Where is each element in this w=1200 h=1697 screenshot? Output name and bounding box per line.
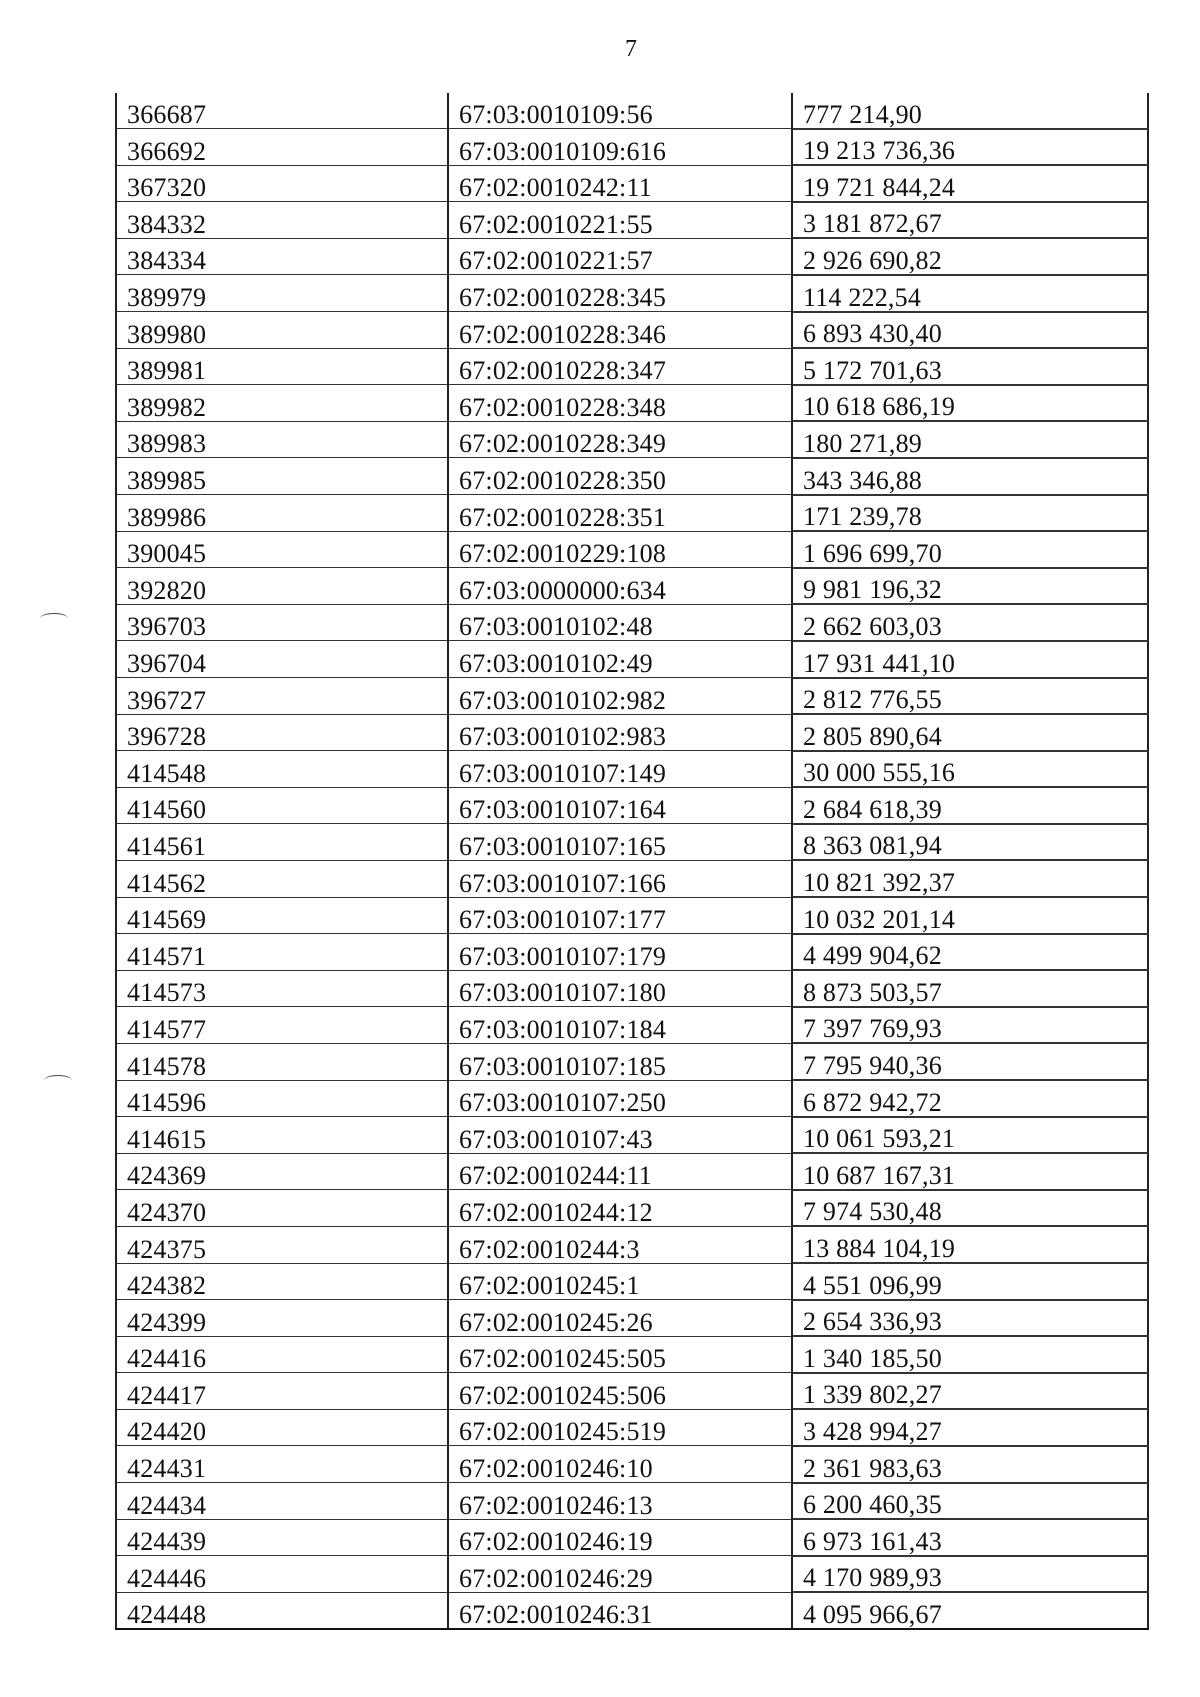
table-row xyxy=(116,1483,1148,1520)
table-row xyxy=(116,860,1148,897)
registry-number-cell: 414569 xyxy=(116,897,448,934)
table-row xyxy=(116,1592,1148,1629)
cadastral-value-cell: 6 893 430,40 xyxy=(792,312,1148,349)
cadastral-number-cell: 67:03:0010107:184 xyxy=(448,1007,792,1044)
table-row xyxy=(116,421,1148,458)
registry-number-cell: 424370 xyxy=(116,1190,448,1227)
registry-number-cell: 396728 xyxy=(116,714,448,751)
registry-number-cell: 396727 xyxy=(116,678,448,715)
table-row xyxy=(116,604,1148,641)
registry-number-cell: 414596 xyxy=(116,1080,448,1117)
cadastral-number-cell: 67:02:0010221:57 xyxy=(448,238,792,275)
registry-number-cell: 366687 xyxy=(116,93,448,129)
cadastral-number-cell: 67:02:0010228:350 xyxy=(448,458,792,495)
cadastral-number-cell: 67:03:0010102:49 xyxy=(448,641,792,678)
cadastral-number-cell: 67:03:0010107:149 xyxy=(448,751,792,788)
table-row xyxy=(116,1080,1148,1117)
cadastral-value-cell: 10 687 167,31 xyxy=(792,1153,1148,1190)
margin-scan-mark xyxy=(44,1075,72,1086)
cadastral-value-cell: 2 361 983,63 xyxy=(792,1446,1148,1483)
table-row xyxy=(116,165,1148,202)
registry-number-cell: 396704 xyxy=(116,641,448,678)
cadastral-value-cell: 10 821 392,37 xyxy=(792,860,1148,897)
table-row xyxy=(116,1300,1148,1337)
cadastral-value-cell: 4 551 096,99 xyxy=(792,1263,1148,1300)
registry-number-cell: 392820 xyxy=(116,568,448,605)
table-row xyxy=(116,641,1148,678)
registry-number-cell: 424420 xyxy=(116,1409,448,1446)
cadastral-value-cell: 4 170 989,93 xyxy=(792,1556,1148,1593)
cadastral-value-cell: 2 684 618,39 xyxy=(792,787,1148,824)
cadastral-number-cell: 67:02:0010228:347 xyxy=(448,348,792,385)
cadastral-value-cell: 7 974 530,48 xyxy=(792,1190,1148,1227)
table-row xyxy=(116,824,1148,861)
registry-number-cell: 389981 xyxy=(116,348,448,385)
cadastral-number-cell: 67:02:0010246:31 xyxy=(448,1592,792,1629)
cadastral-value-cell: 2 812 776,55 xyxy=(792,678,1148,715)
table-row xyxy=(116,348,1148,385)
registry-number-cell: 367320 xyxy=(116,165,448,202)
registry-number-cell: 424431 xyxy=(116,1446,448,1483)
cadastral-value-cell: 10 032 201,14 xyxy=(792,897,1148,934)
registry-number-cell: 414615 xyxy=(116,1117,448,1154)
registry-number-cell: 424416 xyxy=(116,1336,448,1373)
table-row xyxy=(116,458,1148,495)
table-row xyxy=(116,934,1148,971)
cadastral-value-cell: 7 397 769,93 xyxy=(792,1007,1148,1044)
cadastral-value-cell: 30 000 555,16 xyxy=(792,751,1148,788)
cadastral-number-cell: 67:02:0010245:1 xyxy=(448,1263,792,1300)
registry-number-cell: 424434 xyxy=(116,1483,448,1520)
table-row xyxy=(116,202,1148,239)
table-row xyxy=(116,1007,1148,1044)
cadastral-number-cell: 67:02:0010228:349 xyxy=(448,421,792,458)
registry-number-cell: 424369 xyxy=(116,1153,448,1190)
table-row xyxy=(116,1043,1148,1080)
table-row xyxy=(116,1263,1148,1300)
registry-number-cell: 384332 xyxy=(116,202,448,239)
registry-table-body xyxy=(116,93,1148,1629)
table-row xyxy=(116,531,1148,568)
cadastral-number-cell: 67:03:0010107:166 xyxy=(448,860,792,897)
registry-number-cell: 389979 xyxy=(116,275,448,312)
cadastral-value-cell: 171 239,78 xyxy=(792,495,1148,532)
cadastral-number-cell: 67:03:0010107:177 xyxy=(448,897,792,934)
table-row xyxy=(116,1336,1148,1373)
registry-number-cell: 389985 xyxy=(116,458,448,495)
table-row xyxy=(116,312,1148,349)
registry-number-cell: 424399 xyxy=(116,1300,448,1337)
table-row xyxy=(116,93,1148,129)
cadastral-value-cell: 13 884 104,19 xyxy=(792,1226,1148,1263)
cadastral-number-cell: 67:02:0010228:351 xyxy=(448,495,792,532)
cadastral-number-cell: 67:02:0010246:13 xyxy=(448,1483,792,1520)
registry-number-cell: 424439 xyxy=(116,1519,448,1556)
cadastral-number-cell: 67:03:0010107:165 xyxy=(448,824,792,861)
table-row xyxy=(116,787,1148,824)
cadastral-number-cell: 67:03:0000000:634 xyxy=(448,568,792,605)
cadastral-value-cell: 2 654 336,93 xyxy=(792,1300,1148,1337)
cadastral-value-cell: 180 271,89 xyxy=(792,421,1148,458)
registry-number-cell: 424375 xyxy=(116,1226,448,1263)
cadastral-value-cell: 1 696 699,70 xyxy=(792,531,1148,568)
registry-number-cell: 366692 xyxy=(116,129,448,166)
cadastral-value-cell: 114 222,54 xyxy=(792,275,1148,312)
cadastral-number-cell: 67:03:0010109:616 xyxy=(448,129,792,166)
cadastral-number-cell: 67:02:0010244:12 xyxy=(448,1190,792,1227)
registry-number-cell: 384334 xyxy=(116,238,448,275)
cadastral-number-cell: 67:02:0010229:108 xyxy=(448,531,792,568)
table-row xyxy=(116,568,1148,605)
cadastral-value-cell: 19 721 844,24 xyxy=(792,165,1148,202)
cadastral-number-cell: 67:02:0010242:11 xyxy=(448,165,792,202)
cadastral-number-cell: 67:03:0010107:185 xyxy=(448,1043,792,1080)
registry-number-cell: 389986 xyxy=(116,495,448,532)
cadastral-value-cell: 10 061 593,21 xyxy=(792,1117,1148,1154)
cadastral-number-cell: 67:03:0010109:56 xyxy=(448,93,792,129)
table-row xyxy=(116,1519,1148,1556)
cadastral-value-cell: 777 214,90 xyxy=(792,93,1148,129)
table-row xyxy=(116,714,1148,751)
registry-number-cell: 424446 xyxy=(116,1556,448,1593)
cadastral-value-cell: 10 618 686,19 xyxy=(792,385,1148,422)
cadastral-value-cell: 6 200 460,35 xyxy=(792,1483,1148,1520)
registry-number-cell: 396703 xyxy=(116,604,448,641)
cadastral-value-cell: 8 873 503,57 xyxy=(792,970,1148,1007)
cadastral-value-cell: 4 095 966,67 xyxy=(792,1592,1148,1629)
cadastral-value-cell: 5 172 701,63 xyxy=(792,348,1148,385)
cadastral-value-cell: 2 662 603,03 xyxy=(792,604,1148,641)
cadastral-value-cell: 6 872 942,72 xyxy=(792,1080,1148,1117)
registry-number-cell: 414548 xyxy=(116,751,448,788)
registry-number-cell: 414560 xyxy=(116,787,448,824)
cadastral-number-cell: 67:03:0010107:250 xyxy=(448,1080,792,1117)
cadastral-number-cell: 67:02:0010246:29 xyxy=(448,1556,792,1593)
cadastral-value-cell: 6 973 161,43 xyxy=(792,1519,1148,1556)
registry-number-cell: 424382 xyxy=(116,1263,448,1300)
cadastral-number-cell: 67:02:0010228:348 xyxy=(448,385,792,422)
cadastral-number-cell: 67:02:0010244:3 xyxy=(448,1226,792,1263)
cadastral-value-cell: 3 181 872,67 xyxy=(792,202,1148,239)
cadastral-number-cell: 67:03:0010107:180 xyxy=(448,970,792,1007)
table-row xyxy=(116,1373,1148,1410)
cadastral-value-cell: 343 346,88 xyxy=(792,458,1148,495)
cadastral-number-cell: 67:02:0010246:10 xyxy=(448,1446,792,1483)
table-row xyxy=(116,1226,1148,1263)
table-row xyxy=(116,129,1148,166)
table-row xyxy=(116,385,1148,422)
registry-number-cell: 390045 xyxy=(116,531,448,568)
cadastral-value-cell: 9 981 196,32 xyxy=(792,568,1148,605)
table-row xyxy=(116,238,1148,275)
cadastral-number-cell: 67:03:0010107:43 xyxy=(448,1117,792,1154)
cadastral-value-cell: 17 931 441,10 xyxy=(792,641,1148,678)
table-row xyxy=(116,1446,1148,1483)
cadastral-number-cell: 67:02:0010228:345 xyxy=(448,275,792,312)
cadastral-value-cell: 4 499 904,62 xyxy=(792,934,1148,971)
cadastral-number-cell: 67:03:0010102:48 xyxy=(448,604,792,641)
cadastral-number-cell: 67:02:0010221:55 xyxy=(448,202,792,239)
table-row xyxy=(116,1556,1148,1593)
registry-table xyxy=(115,93,1149,1630)
registry-number-cell: 389980 xyxy=(116,312,448,349)
registry-number-cell: 424417 xyxy=(116,1373,448,1410)
registry-number-cell: 414578 xyxy=(116,1043,448,1080)
table-row xyxy=(116,495,1148,532)
table-row xyxy=(116,751,1148,788)
registry-number-cell: 414577 xyxy=(116,1007,448,1044)
table-row xyxy=(116,678,1148,715)
cadastral-number-cell: 67:02:0010245:506 xyxy=(448,1373,792,1410)
registry-number-cell: 389983 xyxy=(116,421,448,458)
registry-number-cell: 414562 xyxy=(116,860,448,897)
cadastral-value-cell: 7 795 940,36 xyxy=(792,1043,1148,1080)
cadastral-value-cell: 1 339 802,27 xyxy=(792,1373,1148,1410)
table-row xyxy=(116,970,1148,1007)
table-row xyxy=(116,275,1148,312)
registry-number-cell: 389982 xyxy=(116,385,448,422)
cadastral-number-cell: 67:02:0010245:505 xyxy=(448,1336,792,1373)
table-row xyxy=(116,1409,1148,1446)
table-row xyxy=(116,897,1148,934)
registry-number-cell: 414571 xyxy=(116,934,448,971)
table-row xyxy=(116,1117,1148,1154)
cadastral-number-cell: 67:03:0010102:983 xyxy=(448,714,792,751)
margin-scan-mark xyxy=(40,613,68,624)
cadastral-number-cell: 67:03:0010107:164 xyxy=(448,787,792,824)
cadastral-number-cell: 67:02:0010246:19 xyxy=(448,1519,792,1556)
cadastral-number-cell: 67:02:0010244:11 xyxy=(448,1153,792,1190)
cadastral-number-cell: 67:02:0010245:519 xyxy=(448,1409,792,1446)
registry-number-cell: 414573 xyxy=(116,970,448,1007)
cadastral-value-cell: 3 428 994,27 xyxy=(792,1409,1148,1446)
cadastral-value-cell: 19 213 736,36 xyxy=(792,129,1148,166)
table-row xyxy=(116,1190,1148,1227)
cadastral-value-cell: 1 340 185,50 xyxy=(792,1336,1148,1373)
cadastral-number-cell: 67:03:0010107:179 xyxy=(448,934,792,971)
table-row xyxy=(116,1153,1148,1190)
cadastral-value-cell: 2 805 890,64 xyxy=(792,714,1148,751)
page-number: 7 xyxy=(625,36,637,62)
registry-number-cell: 424448 xyxy=(116,1592,448,1629)
cadastral-number-cell: 67:02:0010245:26 xyxy=(448,1300,792,1337)
registry-number-cell: 414561 xyxy=(116,824,448,861)
cadastral-number-cell: 67:02:0010228:346 xyxy=(448,312,792,349)
cadastral-number-cell: 67:03:0010102:982 xyxy=(448,678,792,715)
cadastral-value-cell: 8 363 081,94 xyxy=(792,824,1148,861)
cadastral-value-cell: 2 926 690,82 xyxy=(792,238,1148,275)
